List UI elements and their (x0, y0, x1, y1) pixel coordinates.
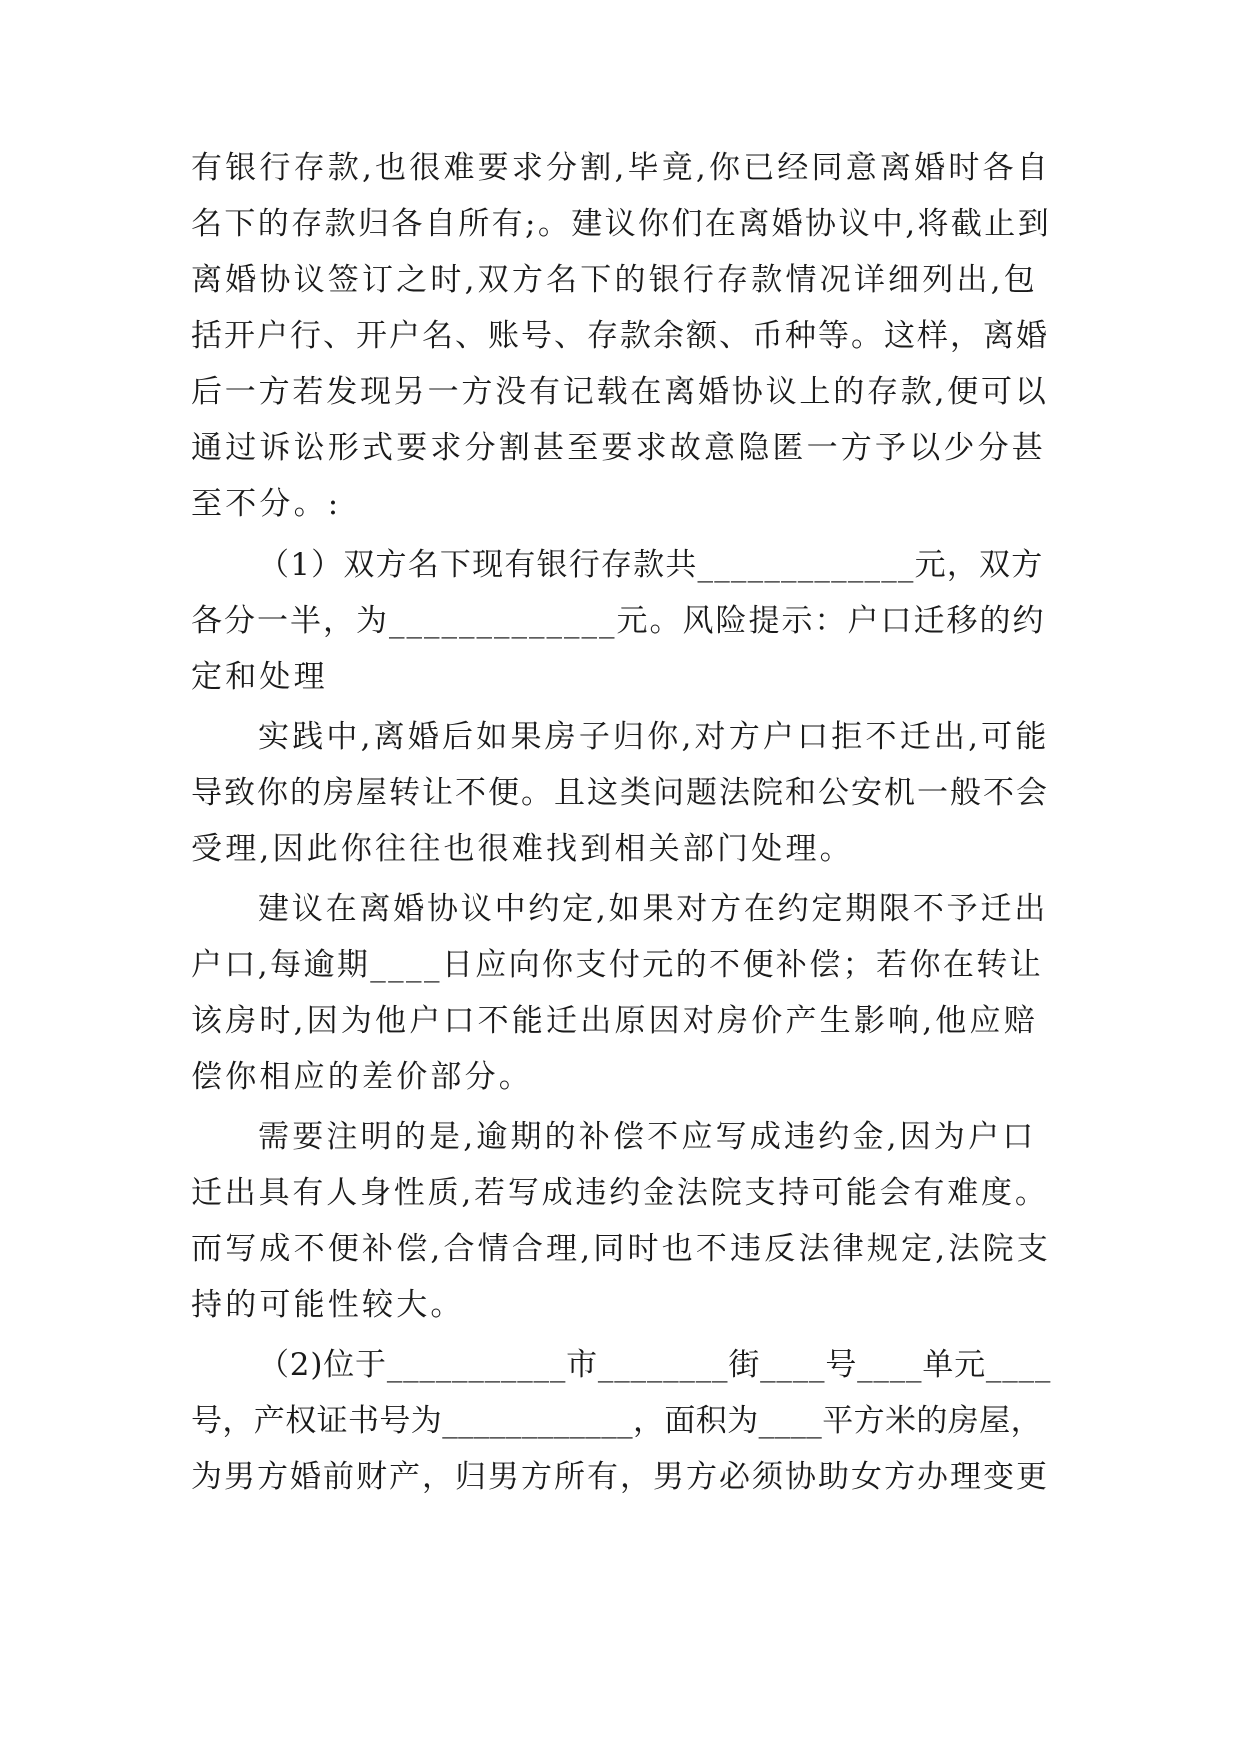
text-line: 定和处理 (191, 659, 328, 695)
text-line: 各分一半，为_____________元。风险提示：户口迁移的约 (191, 603, 1046, 639)
text-line: 号，产权证书号为____________，面积为____平方米的房屋， (191, 1403, 1042, 1439)
text-line: 导致你的房屋转让不便。且这类问题法院和公安机一般不会 (191, 775, 1049, 811)
text-line: （2)位于___________市________街____号____单元____ (258, 1347, 1052, 1383)
text-line: 有银行存款,也很难要求分割,毕竟,你已经同意离婚时各自 (191, 150, 1051, 186)
text-line: 离婚协议签订之时,双方名下的银行存款情况详细列出,包 (191, 262, 1038, 298)
text-line: 通过诉讼形式要求分割甚至要求故意隐匿一方予以少分甚 (191, 430, 1046, 466)
text-line: （1）双方名下现有银行存款共_____________元，双方 (258, 547, 1044, 583)
text-line: 至不分。: (191, 486, 342, 522)
text-line: 受理,因此你往往也很难找到相关部门处理。 (191, 831, 854, 867)
text-line: 名下的存款归各自所有;。建议你们在离婚协议中,将截止到 (191, 206, 1052, 242)
text-line: 为男方婚前财产，归男方所有，男方必须协助女方办理变更 (191, 1459, 1049, 1495)
text-line: 偿你相应的差价部分。 (191, 1059, 533, 1095)
text-line: 实践中,离婚后如果房子归你,对方户口拒不迁出,可能 (258, 719, 1050, 755)
text-line: 而写成不便补偿,合情合理,同时也不违反法律规定,法院支 (191, 1231, 1051, 1267)
text-line: 持的可能性较大。 (191, 1287, 465, 1323)
text-line: 后一方若发现另一方没有记载在离婚协议上的存款,便可以 (191, 374, 1049, 410)
text-line: 括开户行、开户名、账号、存款余额、币种等。这样，离婚 (191, 318, 1049, 354)
text-line: 该房时,因为他户口不能迁出原因对房价产生影响,他应赔 (191, 1003, 1038, 1039)
text-line: 户口,每逾期____日应向你支付元的不便补偿；若你在转让 (191, 947, 1044, 983)
text-line: 需要注明的是,逾期的补偿不应写成违约金,因为户口 (258, 1119, 1037, 1155)
text-line: 建议在离婚协议中约定,如果对方在约定期限不予迁出 (258, 891, 1049, 927)
text-line: 迁出具有人身性质,若写成违约金法院支持可能会有难度。 (191, 1175, 1049, 1211)
